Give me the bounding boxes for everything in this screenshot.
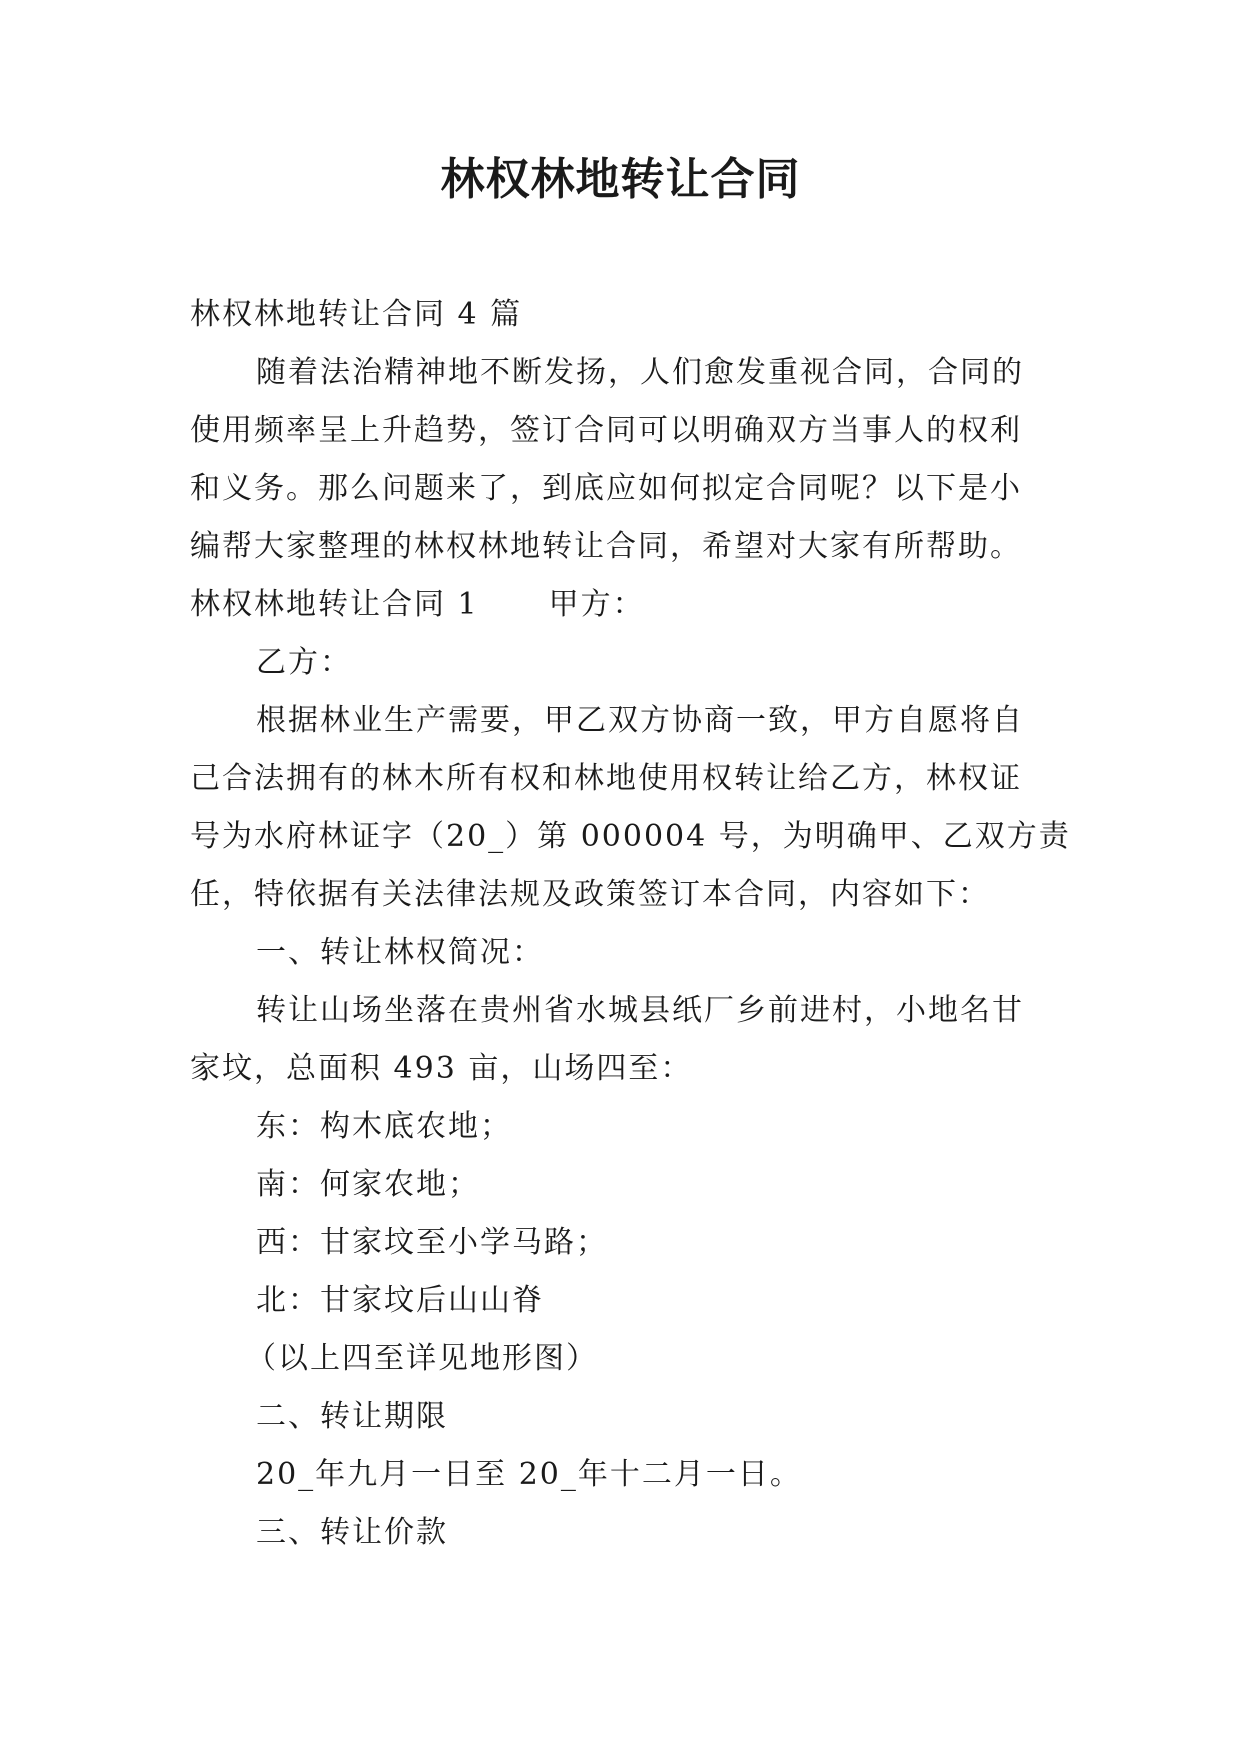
document-body [190,286,1070,1562]
subtitle-line: 林权林地转让合同 4 篇 [190,297,523,332]
paragraph-line: 编帮大家整理的林权林地转让合同，希望对大家有所帮助。 [190,529,1022,564]
boundary-note: （以上四至详见地形图） [246,1341,598,1376]
paragraph-line: 己合法拥有的林木所有权和林地使用权转让给乙方，林权证 [190,761,1022,796]
boundary-north: 北：甘家坟后山山脊 [256,1283,544,1318]
section-heading: 三、转让价款 [256,1515,448,1550]
transfer-period: 20_年九月一日至 20_年十二月一日。 [256,1457,802,1492]
boundary-west: 西：甘家坟至小学马路； [256,1225,608,1260]
boundary-south: 南：何家农地； [256,1167,480,1202]
paragraph-line: 家坟，总面积 493 亩，山场四至： [190,1051,693,1086]
paragraph-line: 号为水府林证字（20_）第 000004 号，为明确甲、乙双方责 [190,819,1071,854]
paragraph-line: 转让山场坐落在贵州省水城县纸厂乡前进村，小地名甘 [256,993,1024,1028]
section-heading: 二、转让期限 [256,1399,448,1434]
paragraph-line: 使用频率呈上升趋势，签订合同可以明确双方当事人的权利 [190,413,1022,448]
section-heading: 一、转让林权简况： [256,935,544,970]
party-a-label: 甲方： [548,587,645,622]
boundary-east: 东：构木底农地； [256,1109,512,1144]
paragraph-line: 随着法治精神地不断发扬，人们愈发重视合同，合同的 [256,355,1024,390]
paragraph-line: 任，特依据有关法律法规及政策签订本合同，内容如下： [190,877,990,912]
contract-heading: 林权林地转让合同 1 [190,587,479,622]
document-title: 林权林地转让合同 [440,154,801,205]
party-b-label: 乙方： [256,645,352,680]
paragraph-line: 根据林业生产需要，甲乙双方协商一致，甲方自愿将自 [256,703,1024,738]
contract-heading-line [190,576,1070,634]
paragraph-line: 和义务。那么问题来了，到底应如何拟定合同呢？以下是小 [190,471,1022,506]
